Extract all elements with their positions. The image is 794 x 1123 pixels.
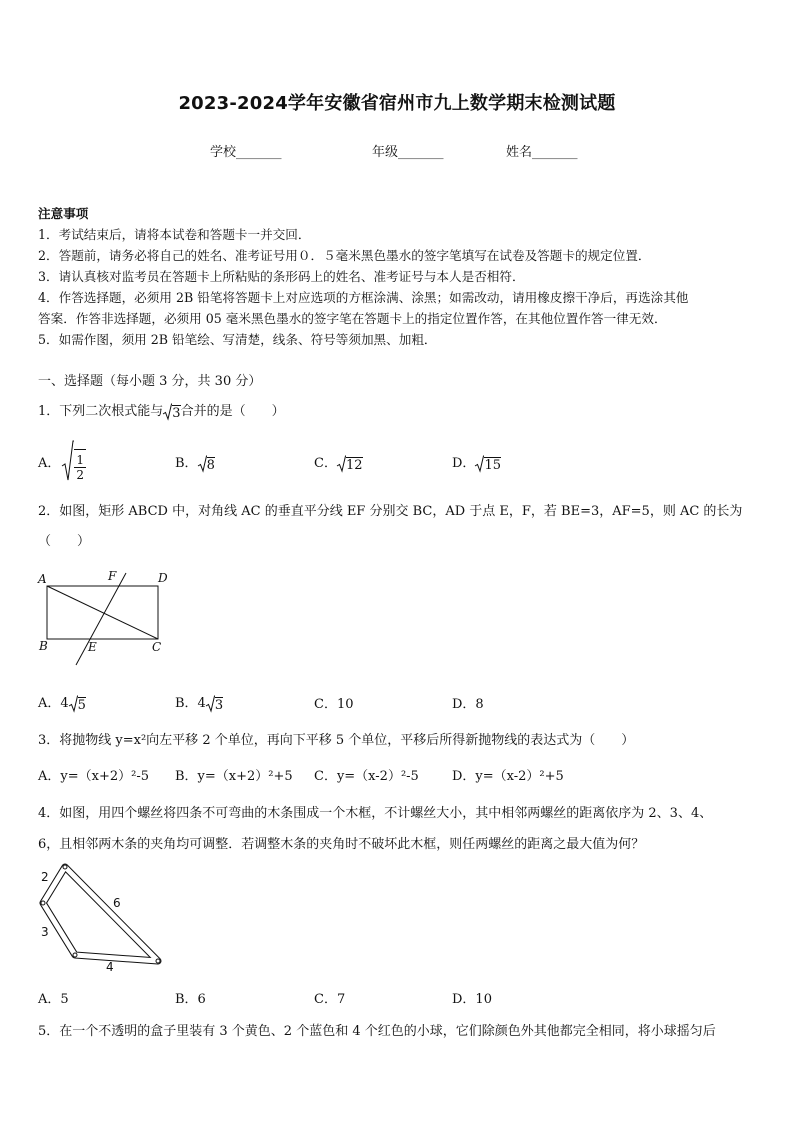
grade-field: 年级_______: [372, 145, 444, 160]
question-1-text-end: 合并的是（ ）: [180, 404, 285, 419]
notice-item-5: 5．如需作图，须用 2B 铅笔绘、写清楚，线条、符号等须加黑、加粗．: [38, 332, 437, 347]
question-2-cont: （ ）: [38, 534, 91, 549]
label-d: D: [158, 571, 168, 585]
q4-option-c[interactable]: C．7: [314, 992, 346, 1007]
notice-item-3: 3．请认真核对监考员在答题卡上所粘贴的条形码上的姓名、准考证号与本人是否相符．: [38, 269, 525, 284]
notice-item-4: 4．作答选择题，必须用 2B 铅笔将答题卡上对应选项的方框涂满、涂黑；如需改动，请用橡皮擦干净后，再选涂其他: [38, 290, 689, 305]
q3-option-c[interactable]: C．y=（x-2）²-5: [314, 769, 419, 784]
label-a: A: [38, 572, 47, 586]
label-b: B: [39, 639, 48, 653]
name-field: 姓名_______: [506, 145, 578, 160]
question-5: 5．在一个不透明的盒子里装有 3 个黄色、2 个蓝色和 4 个红色的小球，它们除颜色外其他都完全相同，将小球摇匀后: [38, 1024, 716, 1039]
question-4: 4．如图，用四个螺丝将四条不可弯曲的木条围成一个木框，不计螺丝大小，其中相邻两螺丝的距离依序为 2、3、4、: [38, 806, 713, 821]
label-f: F: [108, 569, 117, 583]
notice-heading: 注意事项: [38, 206, 89, 221]
label-e: E: [88, 640, 97, 654]
q2-option-a[interactable]: A．4 5: [38, 696, 86, 713]
question-4-cont: 6，且相邻两木条的夹角均可调整．若调整木条的夹角时不破坏此木框，则任两螺丝的距离之最大值为何？: [38, 837, 645, 852]
question-3: 3．将抛物线 y=x²向左平移 2 个单位，再向下平移 5 个单位，平移后所得新抛物线的表达式为（ ）: [38, 733, 635, 748]
question-2: 2．如图，矩形 ABCD 中，对角线 AC 的垂直平分线 EF 分别交 BC，AD 于点 E，F，若 BE=3，AF=5，则 AC 的长为: [38, 504, 743, 519]
side-label-2: 2: [41, 870, 49, 884]
q1-option-b[interactable]: B． 8: [175, 456, 215, 473]
q1-option-d[interactable]: D． 15: [452, 456, 501, 473]
q3-option-b[interactable]: B．y=（x+2）²+5: [175, 769, 293, 784]
notice-item-4-cont: 答案．作答非选择题，必须用 05 毫米黑色墨水的签字笔在答题卡上的指定位置作答，在其他位置作答一律无效．: [38, 311, 667, 326]
notice-item-2: 2．答题前，请务必将自己的姓名、准考证号用０．５毫米黑色墨水的签字笔填写在试卷及答题卡的规定位置．: [38, 248, 651, 263]
question-1-text: 1．下列二次根式能与: [38, 404, 164, 419]
q2-option-d[interactable]: D．8: [452, 697, 484, 712]
q2-option-b[interactable]: B．4 3: [175, 696, 224, 713]
page-title: 2023-2024学年安徽省宿州市九上数学期末检测试题: [178, 93, 616, 114]
label-c: C: [152, 640, 162, 654]
sqrt-3: 3: [163, 403, 180, 421]
rectangle-figure: [36, 568, 176, 668]
section-heading: 一、选择题（每小题 3 分，共 30 分）: [38, 374, 262, 389]
q4-option-d[interactable]: D．10: [452, 992, 492, 1007]
side-label-6: 6: [113, 896, 121, 910]
q2-option-c[interactable]: C．10: [314, 697, 354, 712]
side-label-4: 4: [106, 960, 114, 974]
q3-option-a[interactable]: A．y=（x+2）²-5: [38, 769, 149, 784]
wood-frame-diagram: [34, 862, 166, 974]
school-field: 学校_______: [210, 145, 282, 160]
q4-option-a[interactable]: A．5: [38, 992, 69, 1007]
side-label-3: 3: [41, 925, 49, 939]
sqrt-fraction: $\frac{1}{2}$: [62, 440, 86, 482]
q4-option-b[interactable]: B．6: [175, 992, 206, 1007]
notice-item-1: 1．考试结束后，请将本试卷和答题卡一并交回．: [38, 227, 311, 242]
wood-frame-figure: [34, 862, 166, 974]
q1-option-a[interactable]: A． $\frac{1}{2}$: [38, 440, 86, 482]
q1-option-c[interactable]: C． 12: [314, 456, 363, 473]
question-1: [38, 400, 285, 421]
q3-option-d[interactable]: D．y=（x-2）²+5: [452, 769, 564, 784]
